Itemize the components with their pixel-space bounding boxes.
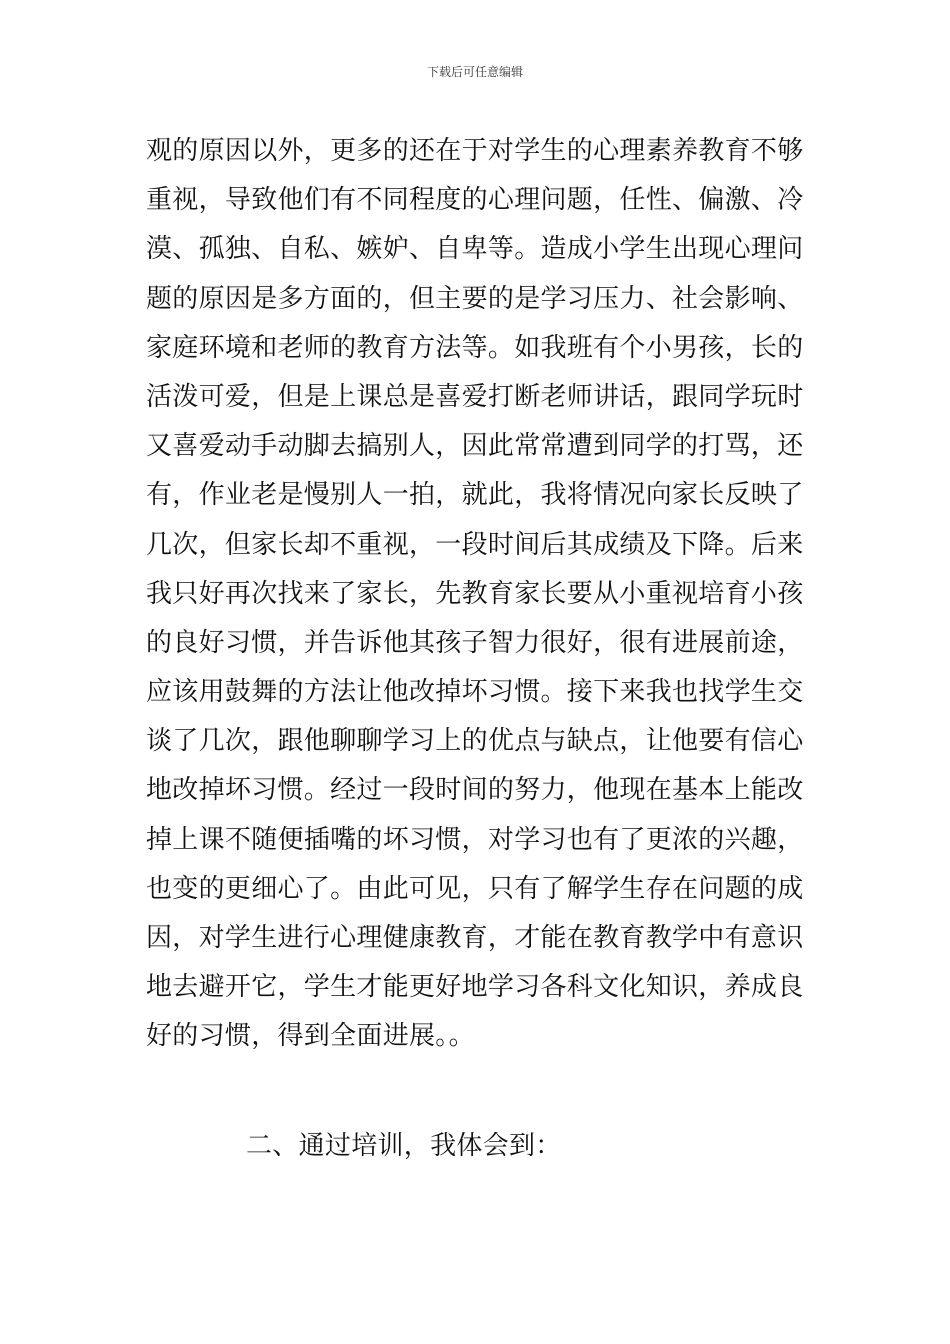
text-line: 谈了几次，跟他聊聊学习上的优点与缺点，让他要有信心: [146, 726, 804, 757]
text-line: 的良好习惯，并告诉他其孩子智力很好，很有进展前途，: [146, 627, 804, 658]
body-paragraph: [146, 127, 816, 1062]
text-line: 活泼可爱，但是上课总是喜爱打断老师讲话，跟同学玩时: [146, 381, 804, 412]
text-line: 观的原因以外，更多的还在于对学生的心理素养教育不够: [146, 136, 804, 166]
text-line: 又喜爱动手动脚去搞别人，因此常常遭到同学的打骂，还: [146, 431, 804, 462]
text-line: 地改掉坏习惯。经过一段时间的努力，他现在基本上能改: [146, 775, 804, 806]
text-line: 掉上课不随便插嘴的坏习惯，对学习也有了更浓的兴趣，: [146, 824, 804, 855]
text-line: 好的习惯，得到全面进展。。: [146, 1021, 475, 1052]
text-line: 有，作业老是慢别人一拍，就此，我将情况向家长反映了: [146, 480, 804, 511]
text-line: 地去避开它，学生才能更好地学习各科文化知识，养成良: [146, 972, 804, 1003]
text-line: 我只好再次找来了家长，先教育家长要从小重视培育小孩: [146, 578, 804, 609]
text-line: 应该用鼓舞的方法让他改掉坏习惯。接下来我也找学生交: [146, 677, 804, 708]
text-line: 因，对学生进行心理健康教育，才能在教育教学中有意识: [146, 923, 804, 953]
page-header: 下载后可任意编辑: [426, 65, 523, 79]
text-line: 漠、孤独、自私、嫉妒、自卑等。造成小学生出现心理问: [146, 234, 804, 265]
text-line: 重视，导致他们有不同程度的心理问题，任性、偏激、冷: [146, 185, 804, 216]
text-line: 题的原因是多方面的，但主要的是学习压力、社会影响、: [146, 283, 804, 314]
text-line: 几次，但家长却不重视，一段时间后其成绩及下降。后来: [146, 529, 804, 560]
text-line: 家庭环境和老师的教育方法等。如我班有个小男孩，长的: [146, 332, 804, 363]
text-line: 也变的更细心了。由此可见，只有了解学生存在问题的成: [146, 873, 804, 904]
section-heading: 二、通过培训，我体会到：: [246, 1131, 562, 1161]
